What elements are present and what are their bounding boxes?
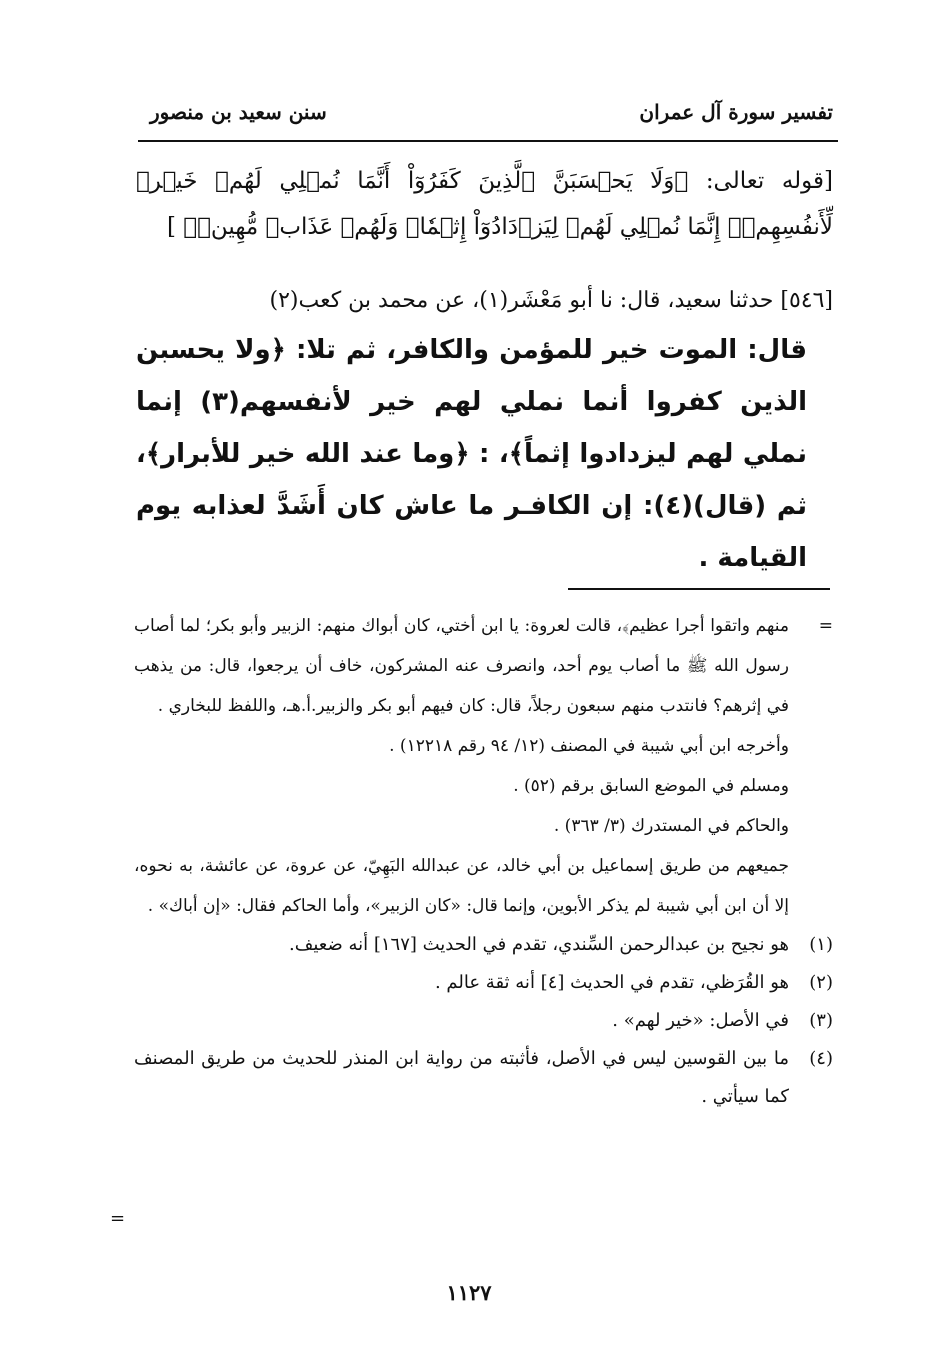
verse-intro: [قوله تعالى: (705, 168, 834, 194)
footnote-text: في الأصل: «خير لهم» . (612, 1010, 789, 1031)
footnote-continuation (134, 606, 833, 926)
hadith-text: قال: الموت خير للمؤمن والكافر، ثم تلا: ﴿ولا يحسبن الذين كفروا أنما نملي لهم خير لأنفسهم(٣) إنما نملي لهم ليزدادوا إثماً﴾، : ﴿وما عند الله خير للأبرار﴾، ثم (قال)(٤): إن الكافـر ما عاش كان أَشَدَّ لعذابه يوم القيامة . (136, 335, 807, 573)
chapter-title: تفسير سورة آل عمران (639, 100, 833, 124)
hadith-block (136, 278, 833, 584)
running-header (150, 100, 833, 134)
hadith-number: [٥٤٦] (780, 288, 833, 313)
footnotes (134, 606, 833, 1116)
page-number: ١١٢٧ (446, 1280, 492, 1305)
footnote-text: هو القُرَظي، تقدم في الحديث [٤] أنه ثقة عالم . (434, 972, 789, 993)
footnote-item (134, 1002, 833, 1040)
footnote-number: (٢) (809, 972, 833, 993)
continuation-paragraph: منهم واتقوا أجرا عظيم﴾، قالت لعروة: يا ابن أختي، كان أبواك منهم: الزبير وأبو بكر؛ لما أصاب رسول الله ﷺ ما أصاب يوم أحد، وانصرف عنه المشركون، خاف أن يرجعوا، قال: من يذهب في إثرهم؟ فانتدب منهم سبعون رجلاً، قال: كان فيهم أبو بكر والزبير.أ.هـ، واللفظ للبخاري . (134, 616, 789, 716)
hadith-chain-line (136, 278, 833, 324)
footnote-number: (٣) (809, 1010, 833, 1031)
header-rule (138, 140, 838, 142)
book-title: سنن سعيد بن منصور (150, 100, 327, 124)
continuation-marker: = (818, 616, 833, 636)
verse-close-bracket: ] (166, 214, 176, 240)
footnote-item (134, 926, 833, 964)
quran-verse: ﴿وَلَا يَحۡسَبَنَّ ٱلَّذِينَ كَفَرُوٓاْ أَنَّمَا نُمۡلِي لَهُمۡ خَيۡرٞ لِّأَنفُسِهِمۡۚ إِنَّمَا نُمۡلِي لَهُمۡ لِيَزۡدَادُوٓاْ إِثۡمٗاۖ وَلَهُمۡ عَذَابٞ مُّهِينٞ﴾ (136, 168, 833, 240)
verse-heading (136, 158, 833, 250)
footnote-text: ما بين القوسين ليس في الأصل، فأثبته من رواية ابن المنذر للحديث من طريق المصنف كما سيأتي . (134, 1048, 789, 1107)
footnote-text: هو نجيح بن عبدالرحمن السِّندي، تقدم في الحديث [١٦٧] أنه ضعيف. (288, 934, 789, 955)
footnote-number: (٤) (809, 1048, 833, 1069)
footnote-item (134, 964, 833, 1002)
hadith-chain: حدثنا سعيد، قال: نا أبو مَعْشَر(١)، عن محمد بن كعب(٢) (269, 288, 774, 313)
continuation-paragraph: ومسلم في الموضع السابق برقم (٥٢) . (513, 776, 789, 796)
continuation-paragraph: وأخرجه ابن أبي شيبة في المصنف (١٢/ ٩٤ رقم ١٢٢١٨) . (389, 736, 789, 756)
footnote-number: (١) (809, 934, 833, 955)
footnote-item (134, 1040, 833, 1116)
footnote-separator (568, 588, 830, 590)
continues-marker: = (110, 1208, 126, 1229)
hadith-text-block (136, 324, 833, 584)
continuation-paragraph: والحاكم في المستدرك (٣/ ٣٦٣) . (553, 816, 789, 836)
continuation-paragraph: جميعهم من طريق إسماعيل بن أبي خالد، عن عبدالله البَهِيّ، عن عروة، عن عائشة، به نحوه، إلا أن ابن أبي شيبة لم يذكر الأبوين، وإنما قال: «كان الزبير»، وأما الحاكم فقال: «إن أباك» . (134, 856, 789, 916)
